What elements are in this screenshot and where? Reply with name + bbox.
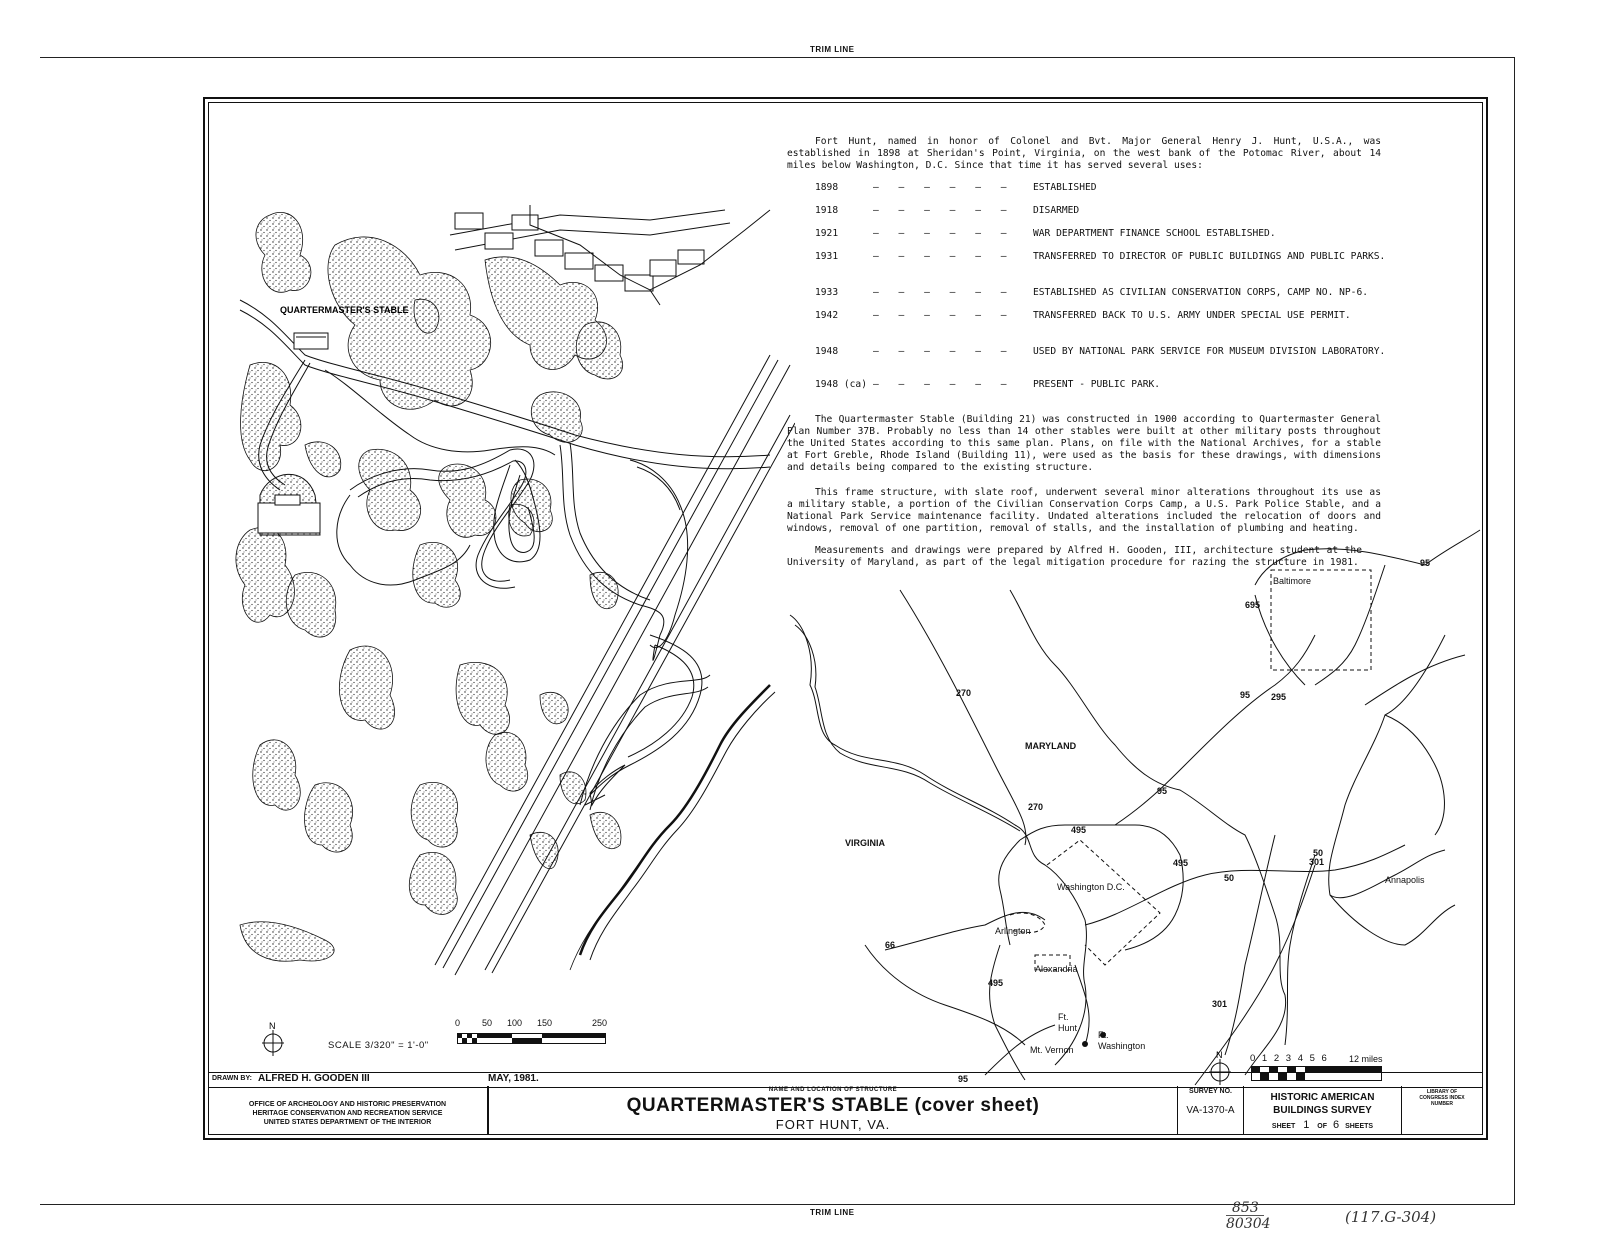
site-plan-scale-bar (457, 1033, 607, 1045)
drawn-by-label: DRAWN BY: (212, 1075, 252, 1082)
chronology-event: ESTABLISHED AS CIVILIAN CONSERVATION CORPS, CAMP NO. NP-6. (1033, 287, 1369, 298)
trim-line-label-bottom: TRIM LINE (810, 1208, 855, 1217)
structure-location: FORT HUNT, VA. (775, 1117, 891, 1132)
chronology-year: 1948 (815, 346, 839, 357)
site-plan-north-arrow (259, 1020, 289, 1058)
chronology-dashes: — — — — — — (873, 228, 1014, 239)
trim-line-bottom (40, 1204, 1515, 1205)
survey-number: VA-1370-A (1186, 1105, 1235, 1116)
svg-text:N: N (269, 1021, 276, 1031)
quartermasters-stable-building (294, 333, 328, 349)
site-plan-large-building (258, 474, 320, 535)
map-label-washington-dc: Washington D.C. (1057, 882, 1125, 892)
route-label: 495 (988, 978, 1004, 988)
habs-line: HISTORIC AMERICAN (1270, 1092, 1375, 1103)
of-word: OF (1317, 1123, 1328, 1130)
route-label: 95 (1240, 690, 1251, 700)
rivers (790, 590, 1465, 1075)
route-label: 95 (1157, 786, 1168, 796)
chronology-event: TRANSFERRED TO DIRECTOR OF PUBLIC BUILDINGS AND PUBLIC PARKS. (1033, 251, 1386, 262)
route-label: 295 (1271, 692, 1287, 702)
habs-line: BUILDINGS SURVEY (1273, 1105, 1372, 1116)
sheet-number: 1 (1303, 1119, 1310, 1131)
sheets-word: SHEETS (1345, 1123, 1374, 1130)
route-label: 695 (1245, 600, 1261, 610)
loc-index-block (1402, 1086, 1483, 1135)
chronology-dashes: — — — — — — (873, 346, 1014, 357)
site-plan-scale-label: SCALE 3/320" = 1'-0" (328, 1040, 429, 1051)
chronology-year: 1921 (815, 228, 839, 239)
chronology-dashes: — — — — — — (873, 310, 1014, 321)
scale-tick: 0 (455, 1018, 461, 1028)
handwritten-catalog-number: (117.G-304) (1345, 1208, 1437, 1226)
route-label: 495 (1071, 825, 1087, 835)
chronology-event: TRANSFERRED BACK TO U.S. ARMY UNDER SPECIAL USE PERMIT. (1033, 310, 1351, 321)
alterations-paragraph: This frame structure, with slate roof, underwent several minor alterations throughout its use as a military stable, a portion of the Civilian Conservation Corps Camp, a U.S. Park Police Stable, and a National Park Service maintenance facility. Undated alterations included the relocation of doors and windows, removal of one partition, removal of stalls, and the installation of plumbing and heating. (787, 487, 1381, 534)
route-label: 301 (1309, 857, 1325, 867)
scale-tick: 150 (537, 1018, 553, 1028)
agency-line: OFFICE OF ARCHEOLOGY AND HISTORIC PRESERVATION (248, 1101, 447, 1108)
chronology-event: PRESENT - PUBLIC PARK. (1033, 379, 1161, 390)
chronology-year: 1933 (815, 287, 839, 298)
chronology-event: USED BY NATIONAL PARK SERVICE FOR MUSEUM DIVISION LABORATORY. (1033, 346, 1386, 357)
route-label: 270 (1028, 802, 1044, 812)
route-label: 95 (1420, 558, 1431, 568)
woodland-areas (236, 212, 623, 961)
chronology-event: ESTABLISHED (1033, 182, 1097, 193)
survey-number-block (1178, 1086, 1244, 1135)
region-map-scale-ticks: 0 1 2 3 4 5 6 (1250, 1053, 1329, 1064)
scale-tick: 250 (592, 1018, 608, 1028)
chronology-year: 1942 (815, 310, 839, 321)
trim-line-top (40, 57, 1515, 58)
route-label: 95 (958, 1074, 969, 1084)
sheet-word: SHEET (1271, 1123, 1296, 1130)
intro-paragraph: Fort Hunt, named in honor of Colonel and Bvt. Major General Henry J. Hunt, U.S.A., was established in 1898 at Sheridan's Point, Virginia, on the west bank of the Potomac River, about 14 miles below Washington, D.C. Since that time it has served several uses: (787, 136, 1381, 171)
drawn-by-name: ALFRED H. GOODEN III (258, 1073, 370, 1084)
agency-block (208, 1086, 488, 1135)
map-label-virginia: VIRGINIA (845, 838, 886, 848)
chronology-year: 1898 (815, 182, 839, 193)
agency-line: UNITED STATES DEPARTMENT OF THE INTERIOR (263, 1119, 432, 1126)
credits-paragraph: Measurements and drawings were prepared by Alfred H. Gooden, III, architecture student at the University of Maryland, as part of the legal mitigation procedure for razing the structure in 1981. (787, 545, 1362, 568)
site-plan-stable-label: QUARTERMASTER'S STABLE (280, 305, 409, 315)
route-label: 270 (956, 688, 972, 698)
chronology-year: 1948 (ca) (815, 379, 867, 390)
trim-line-label-top: TRIM LINE (810, 45, 855, 54)
regional-map (785, 525, 1485, 1090)
history-paragraph: The Quartermaster Stable (Building 21) was constructed in 1900 according to Quartermaster General Plan Number 37B. Probably no less than 14 other stables were built at other military posts throughout the United States according to this same plan. Plans, on file with the National Archives, for a stable at Fort Greble, Rhode Island (Building 11), were used as the basis for these drawings, with dimensions and details being compared to the existing structure. (787, 414, 1381, 473)
drawing-date: MAY, 1981. (488, 1073, 539, 1084)
chronology-event: DISARMED (1033, 205, 1080, 216)
trim-line-right (1514, 57, 1515, 1205)
map-label-maryland: MARYLAND (1025, 741, 1077, 751)
sheet-total: 6 (1332, 1119, 1340, 1131)
svg-text:N: N (1216, 1050, 1223, 1060)
agency-line: HERITAGE CONSERVATION AND RECREATION SERVICE (252, 1110, 443, 1117)
map-label-arlington: Arlington (995, 926, 1031, 936)
chronology-dashes: — — — — — — (873, 205, 1014, 216)
habs-block (1244, 1086, 1402, 1135)
handwritten-number-bottom: 80304 (1226, 1216, 1271, 1232)
site-plan-scale-ticks (455, 1018, 615, 1030)
loc-caption: LIBRARY OF CONGRESS INDEX NUMBER (1419, 1089, 1465, 1107)
map-label-ft-washington: Ft. Washington (1098, 1030, 1146, 1051)
chronology-dashes: — — — — — — (873, 287, 1014, 298)
structure-title-block (488, 1086, 1178, 1135)
chronology-year: 1931 (815, 251, 839, 262)
map-label-ft-hunt: Ft. Hunt (1058, 1012, 1078, 1033)
chronology-dashes: — — — — — — (873, 182, 1014, 193)
scale-tick: 50 (482, 1018, 493, 1028)
route-label: 50 (1224, 873, 1235, 883)
region-map-scale-unit: 12 miles (1349, 1054, 1383, 1064)
map-label-alexandria: Alexandria (1035, 964, 1078, 974)
site-plan (230, 205, 795, 1010)
chronology (815, 182, 1425, 392)
structure-title: QUARTERMASTER'S STABLE (cover sheet) (626, 1095, 1040, 1116)
route-label: 495 (1173, 858, 1189, 868)
route-label: 66 (885, 940, 896, 950)
chronology-dashes: — — — — — — (873, 379, 1014, 390)
sheet-count (1244, 1119, 1401, 1131)
name-caption: NAME AND LOCATION OF STRUCTURE (768, 1087, 898, 1093)
highways (885, 530, 1480, 1085)
map-label-mt-vernon: Mt. Vernon (1030, 1045, 1074, 1055)
route-label: 50 (1313, 848, 1324, 858)
handwritten-number-top: 853 (1232, 1200, 1259, 1216)
chronology-year: 1918 (815, 205, 839, 216)
survey-caption: SURVEY NO. (1189, 1088, 1232, 1095)
chronology-event: WAR DEPARTMENT FINANCE SCHOOL ESTABLISHED. (1033, 228, 1276, 239)
map-label-baltimore: Baltimore (1273, 576, 1312, 586)
chronology-dashes: — — — — — — (873, 251, 1014, 262)
route-label: 301 (1212, 999, 1228, 1009)
scale-tick: 100 (507, 1018, 523, 1028)
map-label-annapolis: Annapolis (1385, 875, 1425, 885)
